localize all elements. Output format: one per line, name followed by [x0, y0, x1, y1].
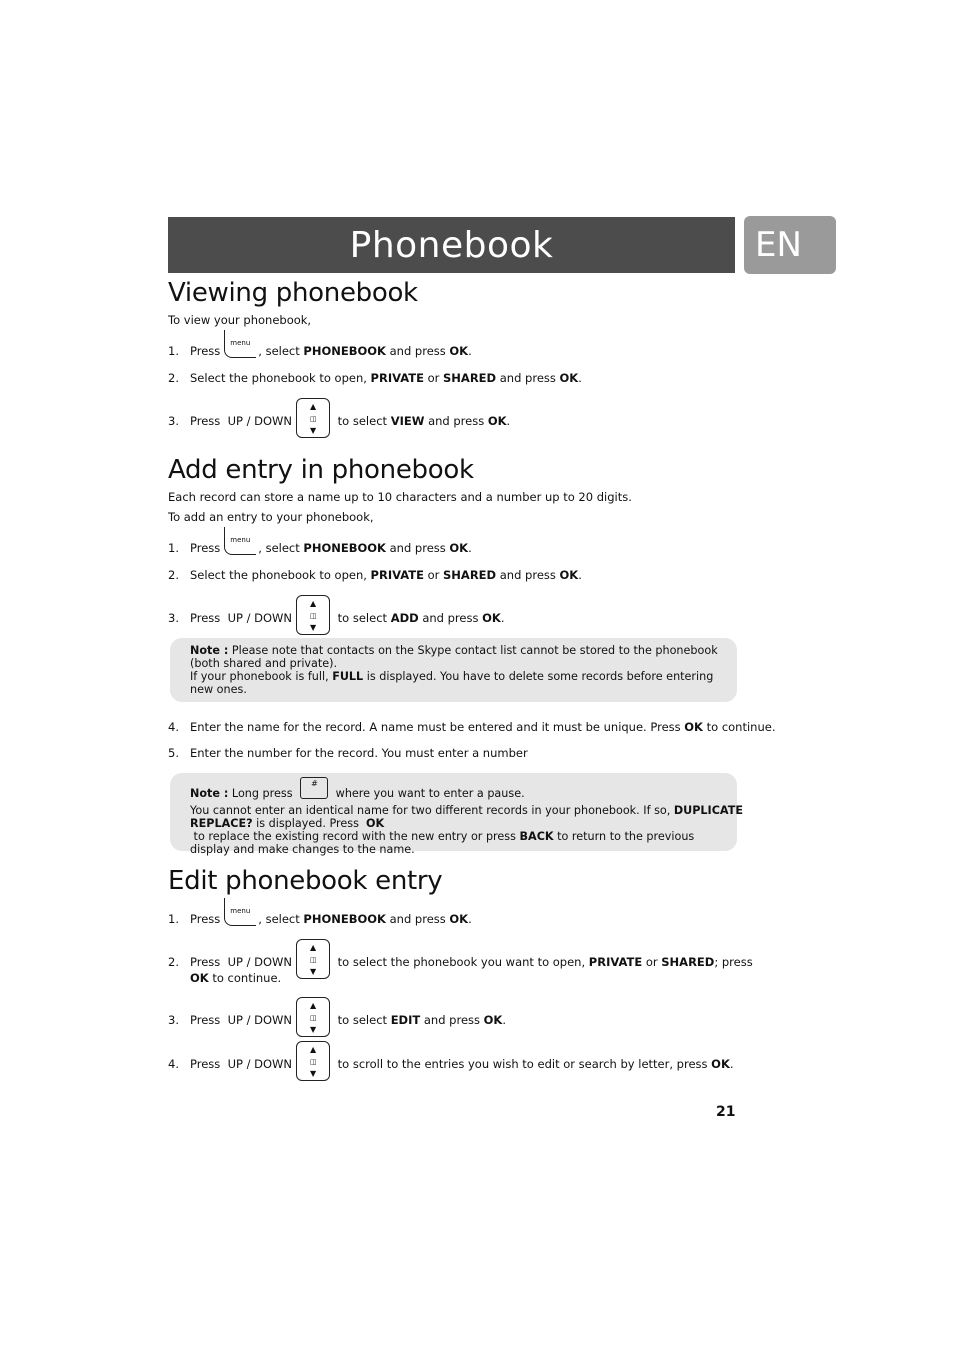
navigation-key-icon: ▲ ◫ ▼	[296, 997, 330, 1037]
add-intro-2: To add an entry to your phonebook,	[168, 510, 374, 524]
navigation-key-icon: ▲ ◫ ▼	[296, 595, 330, 635]
viewing-intro: To view your phonebook,	[168, 313, 312, 327]
edit-step-2: 2. Press UP / DOWN ▲ ◫ ▼ to select the phonebook you want to open, PRIVATE or SHARED ; press	[168, 945, 753, 979]
edit-step-4: 4. Press UP / DOWN ▲ ◫ ▼ to scroll to the entries you wish to edit or search by letter, press OK .	[168, 1047, 734, 1081]
navigation-key-icon: ▲ ◫ ▼	[296, 939, 330, 979]
viewing-step-1: 1. Press menu , select PHONEBOOK and press OK .	[168, 344, 472, 358]
menu-key-icon: menu	[224, 898, 256, 926]
note-box-storage: Note : Please note that contacts on the Skype contact list cannot be stored to the phonebook (both shared and private). If your phonebook is full, FULL is displayed. You have to delete some records before entering new ones.	[170, 638, 737, 702]
viewing-step-3: 3. Press UP / DOWN ▲ ◫ ▼ to select VIEW and press OK .	[168, 404, 510, 438]
section-heading-edit: Edit phonebook entry	[168, 866, 443, 896]
add-step-1: 1. Press menu , select PHONEBOOK and press OK .	[168, 541, 472, 555]
hash-key-icon: #	[300, 777, 328, 799]
navigation-key-icon: ▲ ◫ ▼	[296, 1041, 330, 1081]
navigation-key-icon: ▲ ◫ ▼	[296, 398, 330, 438]
viewing-step-2: 2. Select the phonebook to open, PRIVATE or SHARED and press OK .	[168, 371, 582, 385]
add-intro-1: Each record can store a name up to 10 characters and a number up to 20 digits.	[168, 490, 632, 504]
edit-step-1: 1. Press menu , select PHONEBOOK and press OK .	[168, 912, 472, 926]
page-number: 21	[716, 1104, 736, 1120]
add-step-4: 4. Enter the name for the record. A name must be entered and it must be unique. Press OK to continue.	[168, 720, 776, 734]
section-heading-add: Add entry in phonebook	[168, 455, 474, 485]
menu-key-icon: menu	[224, 330, 256, 358]
note-box-pause: Note : Long press # where you want to enter a pause. You cannot enter an identical name for two different records in your phonebook. If so, DUPLICATE REPLACE? is displayed. Press OK to replace the existing record with the new entry or press BACK to return to the previous display and make changes to the name.	[170, 773, 737, 851]
section-heading-viewing: Viewing phonebook	[168, 278, 418, 308]
page-title: Phonebook	[168, 217, 735, 273]
menu-key-icon: menu	[224, 527, 256, 555]
language-tab: EN	[744, 216, 836, 274]
add-step-2: 2. Select the phonebook to open, PRIVATE or SHARED and press OK .	[168, 568, 582, 582]
add-step-5: 5. Enter the number for the record. You must enter a number	[168, 746, 528, 760]
edit-step-2-continued: OK to continue.	[190, 971, 282, 985]
edit-step-3: 3. Press UP / DOWN ▲ ◫ ▼ to select EDIT and press OK .	[168, 1003, 506, 1037]
add-step-3: 3. Press UP / DOWN ▲ ◫ ▼ to select ADD and press OK .	[168, 601, 504, 635]
